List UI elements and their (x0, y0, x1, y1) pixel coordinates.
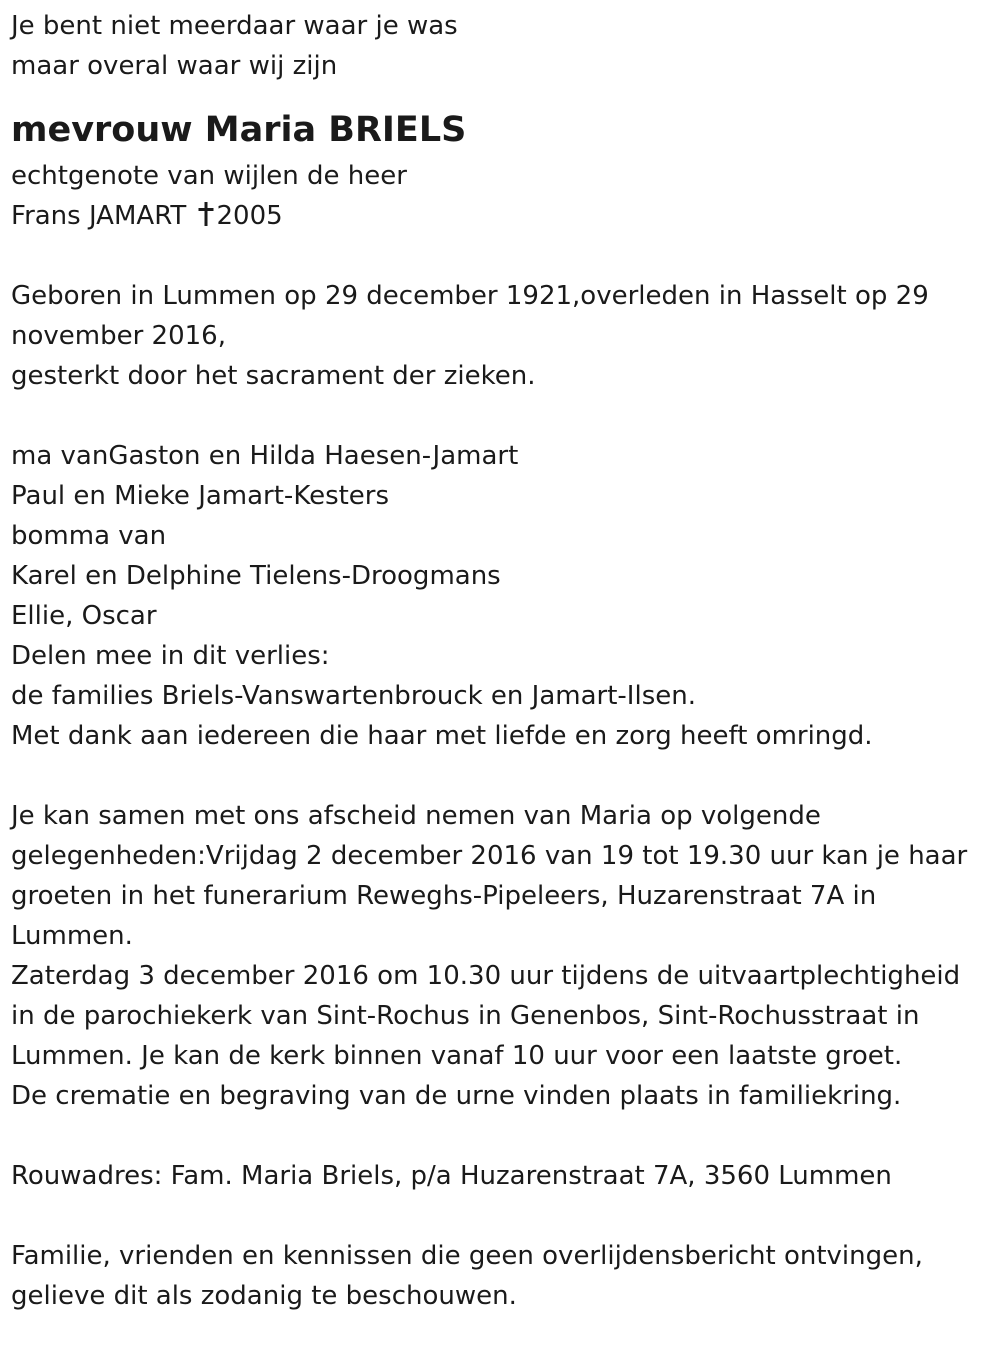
motto (11, 6, 991, 86)
closing-line: gelieve dit als zodanig te beschouwen. (11, 1281, 517, 1311)
family-line: Karel en Delphine Tielens-Droogmans (11, 561, 501, 591)
mourning-address: Rouwadres: Fam. Maria Briels, p/a Huzarenstraat 7A, 3560 Lummen (11, 1161, 892, 1191)
farewell-line: gelegenheden:Vrijdag 2 december 2016 van 19 tot 19.30 uur kan je haar (11, 841, 968, 871)
family-block (11, 436, 991, 756)
spacer (11, 1196, 991, 1236)
farewell-line: groeten in het funerarium Reweghs-Pipeleers, Huzarenstraat 7A in (11, 881, 877, 911)
motto-line: maar overal waar wij zijn (11, 51, 338, 81)
closing-line: Familie, vrienden en kennissen die geen overlijdensbericht ontvingen, (11, 1241, 923, 1271)
spouse-intro: echtgenote van wijlen de heer (11, 161, 407, 191)
spacer (11, 756, 991, 796)
farewell-line: Zaterdag 3 december 2016 om 10.30 uur tijdens de uitvaartplechtigheid (11, 961, 961, 991)
spacer (11, 236, 991, 276)
family-line: ma vanGaston en Hilda Haesen-Jamart (11, 441, 519, 471)
closing-block (11, 1236, 991, 1316)
spouse-name: Frans JAMART (11, 201, 187, 231)
birth-death-line: Geboren in Lummen op 29 december 1921,overleden in Hasselt op 29 (11, 281, 929, 311)
birth-death-line: gesterkt door het sacrament der zieken. (11, 361, 536, 391)
birth-death-line: november 2016, (11, 321, 226, 351)
deceased-name: mevrouw Maria BRIELS (11, 110, 467, 150)
farewell-line: Lummen. Je kan de kerk binnen vanaf 10 uur voor een laatste groet. (11, 1041, 903, 1071)
obituary-notice (11, 6, 991, 1316)
family-line: de families Briels-Vanswartenbrouck en Jamart-Ilsen. (11, 681, 696, 711)
spacer (11, 1116, 991, 1156)
spouse-year: 2005 (216, 201, 283, 231)
family-line: Delen mee in dit verlies: (11, 641, 330, 671)
spouse-block (11, 156, 991, 236)
farewell-line: Lummen. (11, 921, 133, 951)
family-line: Paul en Mieke Jamart-Kesters (11, 481, 390, 511)
family-line: Ellie, Oscar (11, 601, 157, 631)
family-line: Met dank aan iedereen die haar met liefde en zorg heeft omringd. (11, 721, 873, 751)
farewell-line: De crematie en begraving van de urne vinden plaats in familiekring. (11, 1081, 902, 1111)
spacer (11, 396, 991, 436)
motto-line: Je bent niet meerdaar waar je was (11, 11, 458, 41)
cross-icon (197, 201, 215, 227)
birth-death-block (11, 276, 991, 396)
farewell-block (11, 796, 991, 1116)
family-line: bomma van (11, 521, 167, 551)
spouse-line (11, 196, 991, 236)
farewell-line: Je kan samen met ons afscheid nemen van Maria op volgende (11, 801, 821, 831)
farewell-line: in de parochiekerk van Sint-Rochus in Genenbos, Sint-Rochusstraat in (11, 1001, 920, 1031)
